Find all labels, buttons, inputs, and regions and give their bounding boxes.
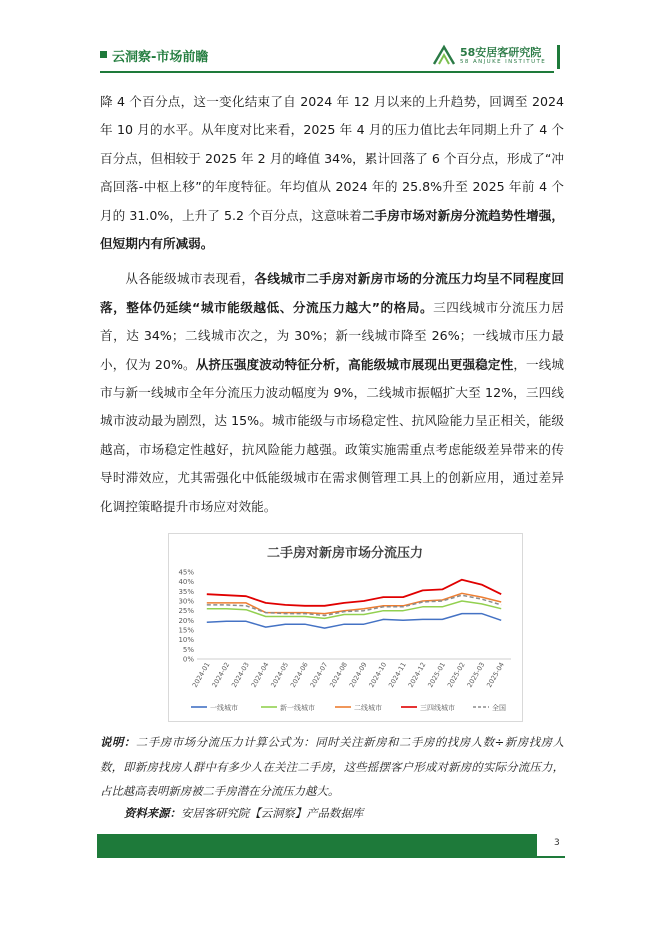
- note-text: 二手房市场分流压力计算公式为：同时关注新房和二手房的找房人数÷新房找房人数，即新房找房人群中有多少人在关注二手房，这些摇摆客户形成对新房的实际分流压力，占比越高表明新房被二手房潜在分流压力越大。: [100, 735, 564, 798]
- y-tick-label: 20%: [178, 616, 194, 625]
- header-brand-en: 58 ANJUKE INSTITUTE: [460, 59, 547, 65]
- legend-label: 新一线城市: [280, 704, 315, 712]
- header-marker: [100, 51, 107, 58]
- x-tick-label: 2025-01: [426, 661, 448, 689]
- x-tick-label: 2024-12: [406, 661, 428, 689]
- text-run: 从各能级城市表现看，: [125, 271, 255, 287]
- x-tick-label: 2024-10: [367, 661, 389, 689]
- x-tick-label: 2024-06: [288, 661, 310, 689]
- page-header: [0, 0, 662, 72]
- text-run: 三四线城市分流压力居首，达 34%；二线城市次之，为 30%；新一线城市降至 26%；一线城市压力最小，仅为 20%。: [100, 299, 564, 372]
- x-tick-label: 2024-02: [210, 661, 232, 689]
- x-tick-label: 2024-05: [269, 661, 291, 689]
- source-label: 资料来源：: [124, 806, 181, 820]
- y-tick-label: 40%: [178, 578, 194, 587]
- x-tick-label: 2025-03: [465, 661, 487, 689]
- y-tick-label: 5%: [182, 645, 194, 654]
- text-run: 各线城市二手房对新房市场的分流压力均呈不同程度回落，整体仍延续“城市能级越低、分流压力越大”的格局。: [100, 271, 565, 315]
- series-line-1: [207, 614, 501, 629]
- legend-label: 二线城市: [354, 704, 382, 712]
- text-run: ，一线城市与新一线城市全年分流压力波动幅度为 9%，二线城市振幅扩大至 12%，三四线城市波动最为剧烈，达 15%。城市能级与市场稳定性、抗风险能力呈正相关，能级越高，市场稳定性越好，抗风险能力越强。政策实施需重点考虑能级差异带来的传导时滞效应，尤其需强化中低能级城市在需求侧管理工具上的创新应用，通过差异化调控策略提升市场应对效能。: [100, 356, 565, 514]
- header-bar: [557, 45, 560, 69]
- x-tick-label: 2024-01: [190, 661, 212, 689]
- x-tick-label: 2024-09: [347, 661, 369, 689]
- source-text: 安居客研究院【云洞察】产品数据库: [180, 806, 364, 820]
- x-tick-label: 2024-04: [249, 661, 271, 689]
- x-tick-label: 2025-02: [445, 661, 467, 689]
- y-tick-label: 30%: [178, 597, 194, 606]
- x-tick-label: 2024-08: [328, 661, 349, 689]
- y-tick-label: 0%: [182, 655, 194, 664]
- x-tick-label: 2025-04: [485, 661, 506, 689]
- text-run: 二手房市场对新房分流趋势性增强，但短期内有所减弱。: [100, 207, 565, 252]
- chart-title: 二手房对新房市场分流压力: [266, 546, 424, 561]
- text-run: 降 4 个百分点，这一变化结束了自 2024 年 12 月以来的上升趋势，回调至 2024 年 10 月的水平。从年度对比来看，2025 年 4 月的压力值比去年同期上升了 4 个百分点，但相较于 2025 年 2 月的峰值 34%，累计回落了 6 个百分点，形成了“冲高回落-中枢上移”的年度特征。年均值从 2024 年的 25.8%升至 2025 年前 4 个月的 31.0%，上升了 5.2 个百分点，这意味着: [100, 94, 564, 223]
- anjuke-logo-icon: [432, 44, 456, 66]
- data-source: [124, 805, 363, 821]
- legend-label: 三四线城市: [420, 704, 455, 712]
- line-chart: [169, 534, 522, 721]
- legend-label: 一线城市: [210, 704, 238, 712]
- body-text: [100, 88, 564, 521]
- legend-label: 全国: [492, 704, 506, 712]
- y-tick-label: 15%: [178, 626, 194, 635]
- page-number: 3: [554, 838, 560, 848]
- header-title: 云洞察-市场前瞻: [112, 50, 209, 65]
- paragraph-2: [100, 265, 564, 521]
- x-tick-label: 2024-07: [308, 661, 330, 689]
- x-tick-label: 2024-11: [387, 661, 408, 689]
- y-tick-label: 45%: [178, 568, 194, 577]
- chart-container: [168, 533, 523, 722]
- y-tick-label: 35%: [178, 587, 194, 596]
- header-brand: 58安居客研究院: [460, 46, 542, 59]
- note-label: 说明：: [100, 735, 136, 749]
- footer-rule: [97, 856, 565, 858]
- footer-band: [97, 834, 537, 857]
- y-tick-label: 25%: [178, 607, 194, 616]
- x-tick-label: 2024-03: [230, 661, 251, 689]
- chart-note: [100, 730, 564, 804]
- header-rule: [100, 71, 554, 73]
- y-tick-label: 10%: [178, 636, 194, 645]
- paragraph-1: [100, 88, 564, 258]
- text-run: 从挤压强度波动特征分析，高能级城市展现出更强稳定性: [195, 356, 514, 372]
